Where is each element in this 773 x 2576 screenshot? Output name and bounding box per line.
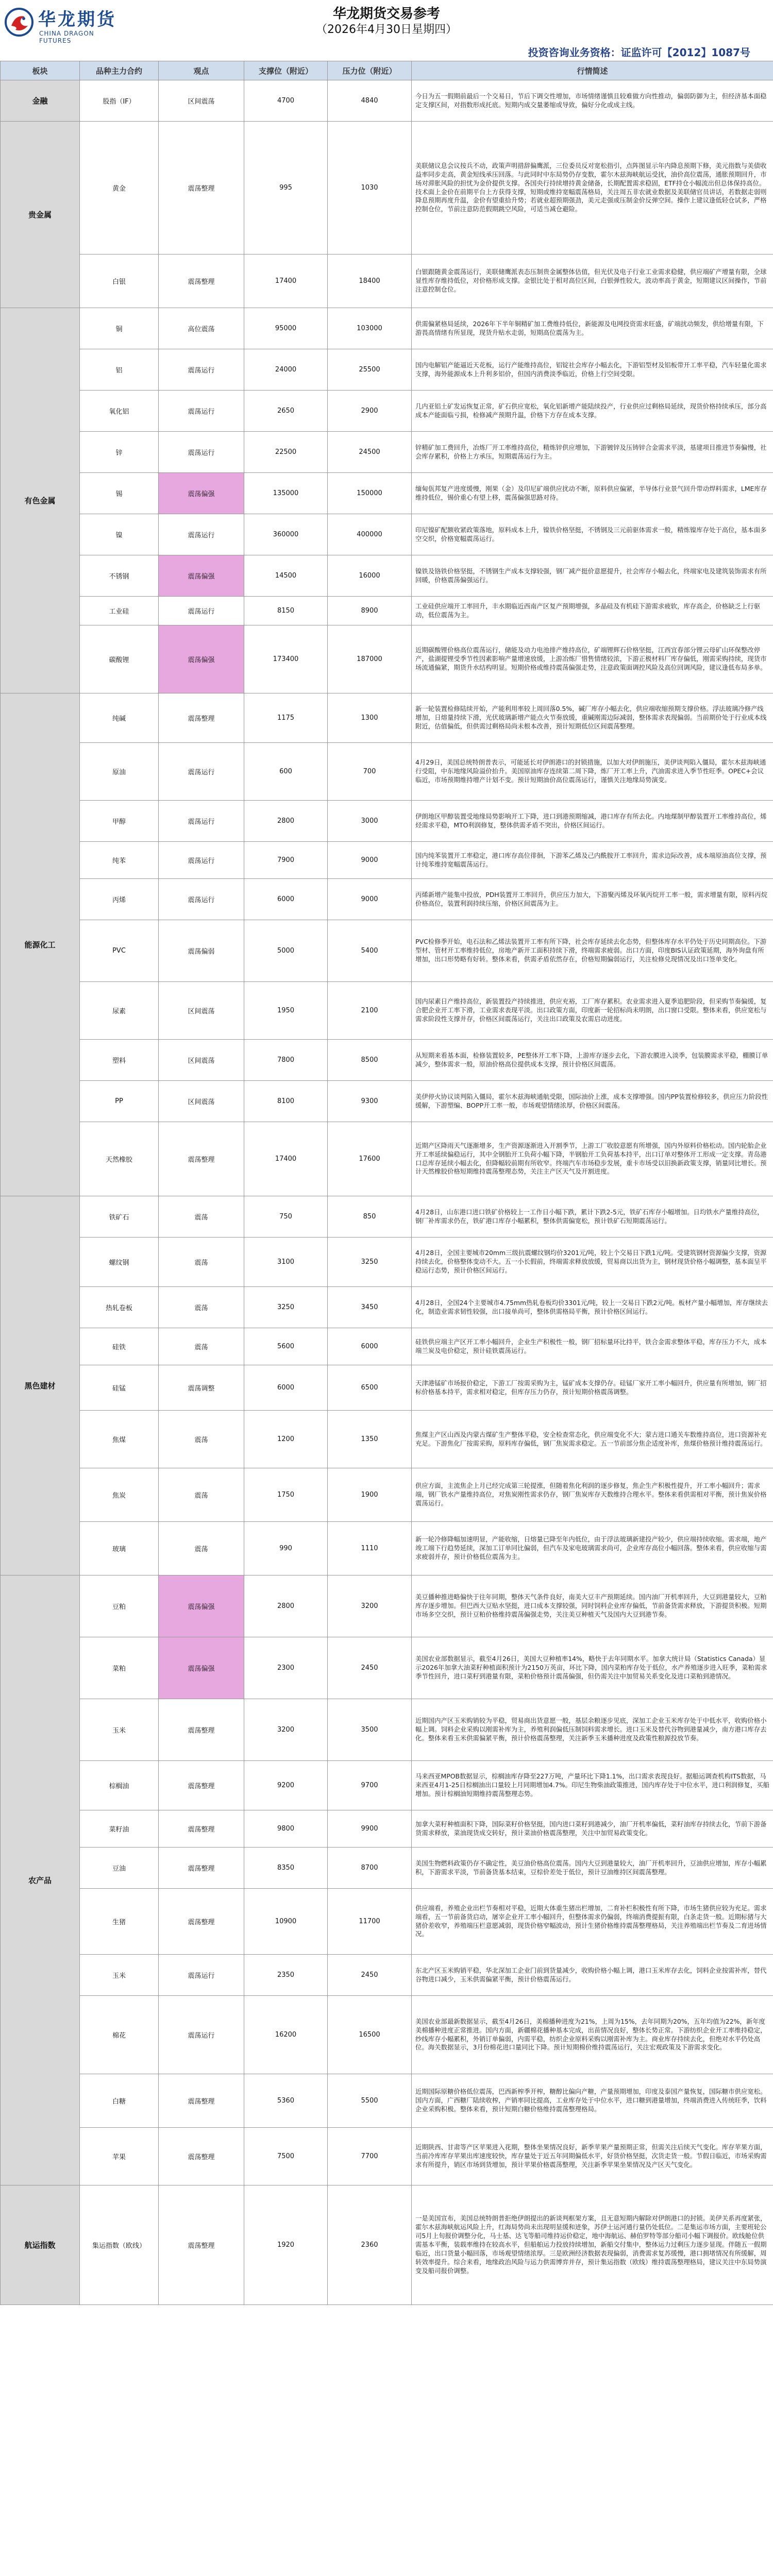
view-cell: 震荡运行: [159, 842, 244, 879]
description-cell: 马来西亚MPOB数据显示，棕榈油库存降至227万吨，产量环比下降1.1%，出口需求表现良好。据船运调查机构ITS数据，马来西亚4月1-25日棕榈油出口量较上月同期增加4.7%。印尼生物柴油政策推进，国内库存处于中位水平，进口利润修复，买船增加。预计棕榈油短期维持震荡整理态势。: [412, 1761, 773, 1810]
view-cell: 震荡运行: [159, 514, 244, 555]
support-cell: 1920: [244, 2185, 328, 2305]
description-cell: 一是美国宣布，美国总统特朗普拒绝伊朗提出的新谈判框架方案，且无意短期内解除对伊朗港口的封锁。美伊关系再度紧张，霍尔木兹海峡航运风险上升，红海局势尚未出现明显缓和迹象，苏伊士运河通行量仍处低位。二是集运市场方面，主要班轮公司5月上旬报价调整分化，马士基、达飞等船司维持运价稳定，地中海航运、赫伯罗特等部分船司小幅下调报价。欧线舱位供需基本平衡，装载率维持在较高水平，但船舶运力投放持续增加，新船交付集中，整体运力过剩压力逐步显现。伴随五一假期临近，出口货量小幅回落，市场观望情绪浓厚。三是欧洲经济数据表现偏弱，消费需求复苏缓慢，港口拥堵情况有所缓解，周转效率提升。综合来看，地缘政治风险与运力供需博弈并存，预计集运指数（欧线）维持震荡整理格局，建议关注中东局势演变及船司报价调整。: [412, 2185, 773, 2305]
description-cell: 焦煤主产区山西及内蒙古煤矿生产整体平稳，安全检查常态化，供应端变化不大；蒙古进口通关车数维持高位，进口资源补充充足。下游焦化厂按需采购，原料库存偏低，钢厂焦炭需求稳定。五一节前部分焦企适度补库，焦煤价格预计维持震荡运行。: [412, 1411, 773, 1468]
resistance-cell: 150000: [328, 473, 412, 514]
resistance-cell: 1350: [328, 1411, 412, 1468]
description-cell: PVC检修季开始，电石法和乙烯法装置开工率有所下降，社会库存延续去化态势，但整体库存水平仍处于历史同期高位。下游型材、管材开工率维持低位，房地产新开工面积持续下滑，终端需求疲弱。出口方面，印度BIS认证政策延期，海外询盘有所增加，出口形势略有好转。整体来看，供需矛盾依然存在，价格短期偏弱运行，关注检修兑现情况及出口签单变化。: [412, 920, 773, 982]
logo-english-name: CHINA DRAGON FUTURES: [39, 30, 94, 44]
table-row: [1, 879, 773, 920]
support-cell: 3200: [244, 1699, 328, 1761]
resistance-cell: 25500: [328, 349, 412, 391]
report-header: [0, 0, 773, 61]
view-cell: 区间震荡: [159, 982, 244, 1040]
product-cell: 铁矿石: [80, 1196, 159, 1238]
report-date: （2026年4月30日星期四）: [316, 23, 457, 36]
description-cell: 供需偏紧格局延续，2026年下半年铜精矿加工费维持低位，新能源及电网投资需求旺盛，矿端扰动频发，供给增量有限，下游畏高情绪有所显现，现货升贴水走弱，短期高位震荡为主。: [412, 308, 773, 349]
product-cell: 天然橡胶: [80, 1122, 159, 1196]
support-cell: 173400: [244, 625, 328, 693]
view-cell: 震荡整理: [159, 255, 244, 308]
table-row: [1, 1810, 773, 1848]
col-header-description: 行情简述: [412, 61, 773, 80]
table-row: [1, 1411, 773, 1468]
description-cell: 近期国内产区玉米购销较为平稳，贸易商出货意愿一般，基层余粮逐步见底，深加工企业玉米库存处于中低水平，收购价格小幅上调。饲料企业采购以刚需补库为主，养殖利润偏低压制饲料需求增长。进口玉米及替代谷物到港量减少，南方港口库存去化。整体来看玉米供需偏紧平衡，预计价格震荡整理，关注新季玉米播种进度及政策性粮源投放节奏。: [412, 1699, 773, 1761]
product-cell: 集运指数（欧线）: [80, 2185, 159, 2305]
table-row: [1, 693, 773, 743]
description-cell: 丙烯新增产能集中投放，PDH装置开工率回升，供应压力加大，下游聚丙烯及环氧丙烷开工率一般，需求增量有限，原料丙烷价格高位，装置利润持续压缩，价格区间震荡为主。: [412, 879, 773, 920]
product-cell: 铝: [80, 349, 159, 391]
resistance-cell: 3500: [328, 1699, 412, 1761]
description-cell: 镍铁及铬铁价格坚挺，不锈钢生产成本支撑较强，钢厂减产挺价意愿提升，社会库存小幅去化，终端家电及建筑装饰需求有所回暖，价格震荡偏强运行。: [412, 555, 773, 597]
support-cell: 7900: [244, 842, 328, 879]
table-body: [1, 80, 773, 2305]
table-row: [1, 1238, 773, 1287]
resistance-cell: 1110: [328, 1522, 412, 1575]
view-cell: 震荡运行: [159, 349, 244, 391]
sector-cell: 贵金属: [1, 122, 80, 308]
product-cell: 铜: [80, 308, 159, 349]
table-row: [1, 1575, 773, 1637]
description-cell: 新一轮装置检修陆续开始，产能利用率较上周回落0.5%，碱厂库存小幅去化，供应端收缩预期支撑价格。浮法玻璃冷修产线增加，日熔量持续下滑，光伏玻璃新增产能点火节奏放缓，重碱刚需边际减弱，整体需求表现偏弱。当前期价处于行业成本线附近，估值偏低，但供需过剩格局尚未根本改善，预计短期低位区间震荡整理。: [412, 693, 773, 743]
table-row: [1, 2128, 773, 2185]
description-cell: 印尼镍矿配额收紧政策落地，原料成本上升，镍铁价格坚挺，不锈钢及三元前驱体需求一般，精炼镍库存处于高位，基本面多空交织，价格宽幅震荡运行。: [412, 514, 773, 555]
resistance-cell: 6000: [328, 1328, 412, 1365]
description-cell: 缅甸佤邦复产进度缓慢，刚果（金）及印尼矿端供应扰动不断，原料供应偏紧，半导体行业景气回升带动焊料需求，LME库存维持低位，锡价重心有望上移，震荡偏强思路对待。: [412, 473, 773, 514]
description-cell: 伊朗地区甲醇装置受地缘局势影响开工下降，进口到港预期缩减，港口库存有所去化。内地煤制甲醇装置开工率维持高位，烯烃需求平稳，MTO利润修复，整体供需矛盾不突出，价格区间运行。: [412, 801, 773, 842]
resistance-cell: 7700: [328, 2128, 412, 2185]
product-cell: 股指（IF）: [80, 80, 159, 122]
view-cell: 震荡: [159, 1238, 244, 1287]
resistance-cell: 2360: [328, 2185, 412, 2305]
product-cell: 锌: [80, 432, 159, 473]
table-row: [1, 122, 773, 255]
col-header-sector: 板块: [1, 61, 80, 80]
description-cell: 美伊停火协议谈判陷入僵局，霍尔木兹海峡通航受限，国际油价上涨，成本支撑增强。国内PP装置检修较多，供应压力阶段性缓解，下游塑编、BOPP开工率一般，市场观望情绪浓厚，价格区间震荡。: [412, 1081, 773, 1122]
support-cell: 14500: [244, 555, 328, 597]
col-header-support: 支撑位（附近）: [244, 61, 328, 80]
resistance-cell: 8900: [328, 597, 412, 625]
table-row: [1, 1040, 773, 1081]
table-row: [1, 308, 773, 349]
resistance-cell: 3000: [328, 801, 412, 842]
support-cell: 135000: [244, 473, 328, 514]
description-cell: 东北产区玉米购销平稳，华北深加工企业门前到货量减少，收购价格小幅上调，港口玉米库存去化，饲料企业按需补库，替代谷物进口减少，玉米供需偏紧平衡，预计价格震荡运行。: [412, 1955, 773, 1996]
view-cell: 区间震荡: [159, 80, 244, 122]
page-title: 华龙期货交易参考: [332, 6, 440, 22]
description-cell: 国内尿素日产维持高位，新装置投产持续推进，供应充裕，工厂库存累积。农业需求进入夏季追肥阶段，但采购节奏偏缓，复合肥企业开工率下滑，工业需求表现平淡。出口政策方面，印度新一轮招标尚未明朗，出口窗口受限。整体来看，供应宽松与需求阶段性支撑并存，价格区间震荡运行，关注出口政策及农需启动进度。: [412, 982, 773, 1040]
support-cell: 2350: [244, 1955, 328, 1996]
description-cell: 锌精矿加工费回升，冶炼厂开工率维持高位，精炼锌供应增加，下游镀锌及压铸锌合金需求平淡，基建项目推进节奏偏慢，社会库存累积，价格上方承压，短期震荡运行为主。: [412, 432, 773, 473]
support-cell: 4700: [244, 80, 328, 122]
support-cell: 16200: [244, 1996, 328, 2074]
view-cell: 震荡运行: [159, 597, 244, 625]
support-cell: 17400: [244, 1122, 328, 1196]
view-cell: 震荡运行: [159, 801, 244, 842]
product-cell: 硅锰: [80, 1365, 159, 1411]
support-cell: 2800: [244, 1575, 328, 1637]
table-row: [1, 1889, 773, 1955]
view-cell: 震荡调整: [159, 1365, 244, 1411]
support-cell: 8350: [244, 1848, 328, 1889]
product-cell: 生猪: [80, 1889, 159, 1955]
resistance-cell: 9000: [328, 879, 412, 920]
table-row: [1, 1848, 773, 1889]
description-cell: 加拿大菜籽种植面积下降，国际菜籽价格坚挺，国内进口菜籽到港减少，油厂开机率偏低，菜籽油库存持续去化，节前下游备货需求释放，菜油现货成交转好，预计菜油价格震荡整理，关注中加贸易政策变化。: [412, 1810, 773, 1848]
description-cell: 天津港锰矿市场报价稳定，下游工厂按需采购为主，锰矿成本支撑仍存。硅锰厂家开工率小幅回升，供应量有所增加，钢厂招标价格基本持平，需求相对稳定，但库存压力仍存，预计短期价格震荡调整。: [412, 1365, 773, 1411]
table-row: [1, 473, 773, 514]
support-cell: 5600: [244, 1328, 328, 1365]
product-cell: 白糖: [80, 2074, 159, 2128]
resistance-cell: 16000: [328, 555, 412, 597]
table-row: [1, 1081, 773, 1122]
table-row: [1, 1996, 773, 2074]
product-cell: 锡: [80, 473, 159, 514]
product-cell: 苹果: [80, 2128, 159, 2185]
product-cell: 原油: [80, 743, 159, 801]
support-cell: 17400: [244, 255, 328, 308]
resistance-cell: 9300: [328, 1081, 412, 1122]
resistance-cell: 4840: [328, 80, 412, 122]
view-cell: 震荡运行: [159, 391, 244, 432]
support-cell: 6000: [244, 879, 328, 920]
resistance-cell: 9000: [328, 842, 412, 879]
view-cell: 区间震荡: [159, 1081, 244, 1122]
support-cell: 8150: [244, 597, 328, 625]
table-row: [1, 801, 773, 842]
view-cell: 震荡整理: [159, 1699, 244, 1761]
description-cell: 近期产区降雨天气逐渐增多，生产资源逐渐进入开割季节，上游工厂收胶意愿有所增强，国内外原料价格松动。国内轮胎企业开工率延续偏稳运行，其中全钢胎开工负荷小幅下降，半钢胎开工负荷基本持平，出口订单对整体开工形成一定支撑。青岛港口总库存延续小幅去化，但降幅较前期有所收窄。终端汽车市场稳步发展，重卡市场受以旧换新政策支撑，销量同比增长。预计天然橡胶价格短期维持震荡整理态势，关注主产区天气及开割进度。: [412, 1122, 773, 1196]
description-cell: 4月28日，全国主要城市20mm三级抗震螺纹钢均价3201元/吨，较上个交易日下跌1元/吨。受建筑钢材资源偏少支撑，资源持续去化，价格整体变动不大。五一小长假前，终端需求释放放缓，贸易商以出货为主，钢材现货价格小幅调整，基本面呈平稳运行态势，预计价格区间运行。: [412, 1238, 773, 1287]
description-cell: 美国农业部数据显示，截至4月26日，美国大豆种植率14%，略快于去年同期水平。加拿大统计局（Statistics Canada）显示2026年加拿大油菜籽种植面积预计为2150万英亩，环比下降，国内菜粕库存处于低位，水产养殖逐步进入旺季，菜粕需求季节性回升，进口菜籽到港量有限，菜粕价格预计震荡偏强，但仍需关注中加贸易关系变化及进口菜粕到港情况。: [412, 1637, 773, 1699]
resistance-cell: 5500: [328, 2074, 412, 2128]
table-row: [1, 2074, 773, 2128]
view-cell: 震荡运行: [159, 1996, 244, 2074]
table-row: [1, 1365, 773, 1411]
resistance-cell: 8500: [328, 1040, 412, 1081]
view-cell: 震荡: [159, 1411, 244, 1468]
reference-table: [0, 61, 773, 2305]
view-cell: 震荡运行: [159, 743, 244, 801]
description-cell: 硅铁供应端主产区开工率小幅回升，企业生产积极性一般，钢厂招标量环比持平，铁合金需求整体平稳，库存压力不大，成本端兰炭及电价稳定，预计硅铁震荡运行。: [412, 1328, 773, 1365]
table-row: [1, 920, 773, 982]
view-cell: 震荡整理: [159, 2185, 244, 2305]
support-cell: 360000: [244, 514, 328, 555]
table-row: [1, 1287, 773, 1328]
table-row: [1, 743, 773, 801]
resistance-cell: 1300: [328, 693, 412, 743]
support-cell: 9800: [244, 1810, 328, 1848]
product-cell: 螺纹钢: [80, 1238, 159, 1287]
table-row: [1, 255, 773, 308]
description-cell: 美国生物燃料政策仍存不确定性，美豆油价格高位震荡。国内大豆到港量较大，油厂开机率回升，豆油供应增加，库存小幅累积，下游需求平淡，节前备货基本结束，豆棕价差处于低位，预计豆油维持区间震荡整理。: [412, 1848, 773, 1889]
description-cell: 近期陕西、甘肃等产区苹果进入花期，整体坐果情况良好，新季苹果产量预期正常，但需关注后续天气变化。库存苹果方面，当前冷库库存苹果出库速度较快，库存量处于近五年同期偏低水平，好货价格坚挺，次货走货一般。节假日临近，市场采购需求有所提升，销区市场到货增加，预计苹果价格震荡整理，关注新季苹果坐果情况及产区天气变化。: [412, 2128, 773, 2185]
resistance-cell: 400000: [328, 514, 412, 555]
support-cell: 990: [244, 1522, 328, 1575]
view-cell: 区间震荡: [159, 1040, 244, 1081]
resistance-cell: 2100: [328, 982, 412, 1040]
product-cell: 塑料: [80, 1040, 159, 1081]
product-cell: 焦煤: [80, 1411, 159, 1468]
product-cell: 豆油: [80, 1848, 159, 1889]
view-cell: 震荡偏强: [159, 473, 244, 514]
resistance-cell: 16500: [328, 1996, 412, 2074]
table-row: [1, 982, 773, 1040]
table-row: [1, 842, 773, 879]
table-row: [1, 391, 773, 432]
description-cell: 4月28日，山东港口进口铁矿价格较上一工作日小幅下跌，累计下跌2-5元，铁矿石库存小幅增加。日均铁水产量维持高位，钢厂补库需求仍在，铁矿港口库存小幅累积，整体供需偏宽松，预计铁矿石短期震荡运行。: [412, 1196, 773, 1238]
resistance-cell: 2900: [328, 391, 412, 432]
product-cell: 镍: [80, 514, 159, 555]
logo-chinese-name: 华龙期货: [38, 9, 116, 30]
table-row: [1, 432, 773, 473]
table-row: [1, 597, 773, 625]
description-cell: 近期碳酸锂价格高位震荡运行，储能及动力电池排产维持高位，矿端锂辉石价格坚挺，江西宜春部分锂云母矿山环保整改停产，盐湖提锂受季节性因素影响产量增速放缓，上游冶炼厂惜售情绪较浓，下游正极材料厂库存偏低，刚需采购持续，现货市场流通偏紧，期货升水结构明显。短期价格或维持震荡偏强走势，注意政策面调控风险及高位回调风险，建议逢低布局多单。: [412, 625, 773, 693]
support-cell: 7800: [244, 1040, 328, 1081]
view-cell: 震荡运行: [159, 432, 244, 473]
table-row: [1, 1699, 773, 1761]
product-cell: 纯碱: [80, 693, 159, 743]
product-cell: 热轧卷板: [80, 1287, 159, 1328]
resistance-cell: 3250: [328, 1238, 412, 1287]
description-cell: 今日为五一假期前最后一个交易日，节后下调交性增加，市场情绪谨慎且较难做方向性推动，偏弱防御为主，但经济基本面稳定支撑区间，对指数形成托底。短期内成交量萎缩或导致，偏好分化或成主线。: [412, 80, 773, 122]
product-cell: 丙烯: [80, 879, 159, 920]
view-cell: 震荡整理: [159, 2074, 244, 2128]
view-cell: 震荡偏强: [159, 1575, 244, 1637]
sector-cell: 黑色建材: [1, 1196, 80, 1575]
product-cell: 豆粕: [80, 1575, 159, 1637]
description-cell: 国内纯苯装置开工率稳定，港口库存高位徘徊，下游苯乙烯及己内酰胺开工率回升，需求边际改善，成本端原油高位支撑，预计纯苯维持宽幅震荡运行。: [412, 842, 773, 879]
support-cell: 995: [244, 122, 328, 255]
sector-cell: 农产品: [1, 1575, 80, 2185]
resistance-cell: 17600: [328, 1122, 412, 1196]
product-cell: 白银: [80, 255, 159, 308]
resistance-cell: 6500: [328, 1365, 412, 1411]
description-cell: 几内亚铝土矿发运恢复正常，矿石供应宽松，氧化铝新增产能陆续投产，行业供应过剩格局延续，现货价格持续承压，部分高成本产能面临亏损，检修减产预期升温，价格下方存在成本支撑。: [412, 391, 773, 432]
product-cell: PP: [80, 1081, 159, 1122]
support-cell: 2300: [244, 1637, 328, 1699]
product-cell: 棉花: [80, 1996, 159, 2074]
resistance-cell: 5400: [328, 920, 412, 982]
product-cell: 黄金: [80, 122, 159, 255]
description-cell: 工业硅供应端开工率回升，丰水期临近西南产区复产预期增强，多晶硅及有机硅下游需求疲软，库存高企，价格缺乏上行驱动，低位震荡为主。: [412, 597, 773, 625]
reference-table-container: [0, 61, 773, 2305]
support-cell: 1950: [244, 982, 328, 1040]
description-cell: 白银跟随黄金震荡运行，美联储鹰派表态压制贵金属整体估值，但光伏及电子行业工业需求稳健，供应端矿产增量有限，全球显性库存维持低位，对价格形成支撑。金银比处于相对高位区间，白银弹性较大，波动率高于黄金，短期建议区间操作，节前注意控制仓位。: [412, 255, 773, 308]
product-cell: 焦炭: [80, 1468, 159, 1522]
product-cell: 玉米: [80, 1955, 159, 1996]
description-cell: 美豆播种推进略偏快于往年同期，整体天气条件良好，南美大豆丰产预期延续。国内油厂开机率回升，大豆到港量较大，豆粕库存逐步增加。但巴西大豆贴水坚挺，进口成本支撑较强，同时饲料企业库存偏低，节前备货需求释放，下游提货积极。短期市场多空交织，预计豆粕价格维持震荡偏强走势，关注美豆种植天气及国内大豆到港节奏。: [412, 1575, 773, 1637]
support-cell: 9200: [244, 1761, 328, 1810]
col-header-product: 品种主力合约: [80, 61, 159, 80]
description-cell: 供应方面，主流焦企上月已经完成第三轮提涨，但随着焦化利润的逐步修复，焦企生产积极性提升，开工率小幅回升；需求端，钢厂铁水产量维持高位，对焦炭刚性需求仍存，钢厂焦炭库存天数维持合理水平。整体来看供需相对平衡，预计焦炭价格震荡运行。: [412, 1468, 773, 1522]
sector-cell: 能源化工: [1, 693, 80, 1196]
description-cell: 近期国际原糖价格低位震荡，巴西新榨季开榨，糖醇比偏向产糖，产量预期增加，印度及泰国产量恢复，国际糖市供应宽松。国内方面，广西糖厂陆续收榨，产销率同比提高，工业库存处于中位水平，进口糖到港量增加，终端消费进入传统旺季，饮料企业采购积极。整体来看，预计短期白糖价格维持震荡整理格局。: [412, 2074, 773, 2128]
product-cell: 玻璃: [80, 1522, 159, 1575]
view-cell: 震荡整理: [159, 1810, 244, 1848]
product-cell: 甲醇: [80, 801, 159, 842]
sector-cell: 航运指数: [1, 2185, 80, 2305]
resistance-cell: 700: [328, 743, 412, 801]
view-cell: 震荡: [159, 1196, 244, 1238]
table-row: [1, 514, 773, 555]
resistance-cell: 187000: [328, 625, 412, 693]
view-cell: 震荡整理: [159, 1848, 244, 1889]
view-cell: 高位震荡: [159, 308, 244, 349]
table-row: [1, 1761, 773, 1810]
description-cell: 4月28日，全国24个主要城市4.75mm热轧卷板均价3301元/吨，较上一交易日下跌2元/吨。板材产量小幅增加，库存继续去化，制造业需求韧性较强，出口接单尚可，整体供需格局平衡，预计价格区间运行。: [412, 1287, 773, 1328]
table-row: [1, 1122, 773, 1196]
view-cell: 震荡偏弱: [159, 920, 244, 982]
view-cell: 震荡运行: [159, 1955, 244, 1996]
view-cell: 震荡偏强: [159, 555, 244, 597]
resistance-cell: 2450: [328, 1637, 412, 1699]
col-header-view: 观点: [159, 61, 244, 80]
product-cell: 棕榈油: [80, 1761, 159, 1810]
view-cell: 震荡整理: [159, 1761, 244, 1810]
product-cell: 菜籽油: [80, 1810, 159, 1848]
resistance-cell: 24500: [328, 432, 412, 473]
support-cell: 2650: [244, 391, 328, 432]
resistance-cell: 18400: [328, 255, 412, 308]
product-cell: 碳酸锂: [80, 625, 159, 693]
view-cell: 震荡运行: [159, 879, 244, 920]
sector-cell: 金融: [1, 80, 80, 122]
view-cell: 震荡整理: [159, 1122, 244, 1196]
description-cell: 供应端看，养殖企业出栏节奏相对平稳，近期大体重生猪出栏增加，二育补栏积极性有所下降，市场生猪供应较为充足。需求端看，五一节前备货启动，屠宰企业开工率小幅回升，但整体需求仍偏弱，终端消费提振有限，白条走货一般。近期标猪与大猪价差收窄，养殖端压栏意愿减弱，现货价格窄幅波动，预计生猪价格维持震荡整理格局，关注养殖端出栏节奏及二育进场情况。: [412, 1889, 773, 1955]
product-cell: 玉米: [80, 1699, 159, 1761]
support-cell: 7500: [244, 2128, 328, 2185]
sector-cell: 有色金属: [1, 308, 80, 693]
resistance-cell: 850: [328, 1196, 412, 1238]
support-cell: 1200: [244, 1411, 328, 1468]
product-cell: 纯苯: [80, 842, 159, 879]
resistance-cell: 3200: [328, 1575, 412, 1637]
table-row: [1, 1196, 773, 1238]
product-cell: 尿素: [80, 982, 159, 1040]
view-cell: 震荡: [159, 1522, 244, 1575]
view-cell: 震荡整理: [159, 122, 244, 255]
view-cell: 震荡: [159, 1287, 244, 1328]
view-cell: 震荡偏强: [159, 625, 244, 693]
resistance-cell: 2450: [328, 1955, 412, 1996]
product-cell: 硅铁: [80, 1328, 159, 1365]
view-cell: 震荡: [159, 1468, 244, 1522]
support-cell: 1175: [244, 693, 328, 743]
table-row: [1, 1522, 773, 1575]
table-row: [1, 625, 773, 693]
support-cell: 10900: [244, 1889, 328, 1955]
table-row: [1, 349, 773, 391]
table-row: [1, 555, 773, 597]
product-cell: 不锈钢: [80, 555, 159, 597]
resistance-cell: 103000: [328, 308, 412, 349]
resistance-cell: 9700: [328, 1761, 412, 1810]
col-header-resistance: 压力位（附近）: [328, 61, 412, 80]
support-cell: 8100: [244, 1081, 328, 1122]
product-cell: 菜粕: [80, 1637, 159, 1699]
support-cell: 1750: [244, 1468, 328, 1522]
product-cell: PVC: [80, 920, 159, 982]
support-cell: 750: [244, 1196, 328, 1238]
description-cell: 新一轮冷修降幅加速明显，产能收缩，日熔量已降至年内低位，由于浮法玻璃新建投产较少，供应端持续收缩。需求端，地产竣工端下行趋势延续，深加工订单同比偏弱，但汽车及家电玻璃需求尚可，企业库存高位小幅回落。整体来看，供应收缩与需求疲弱并存，预计价格低位震荡为主。: [412, 1522, 773, 1575]
description-cell: 国内电解铝产能逼近天花板，运行产能维持高位，铝锭社会库存小幅去化，下游铝型材及铝板带开工率平稳，汽车轻量化需求支撑，海外能源成本上升利多铝价，但国内消费淡季临近，价格上行空间受限。: [412, 349, 773, 391]
table-row: [1, 2185, 773, 2305]
support-cell: 5000: [244, 920, 328, 982]
resistance-cell: 8700: [328, 1848, 412, 1889]
view-cell: 震荡整理: [159, 1889, 244, 1955]
resistance-cell: 3450: [328, 1287, 412, 1328]
view-cell: 震荡整理: [159, 693, 244, 743]
description-cell: 从短期来看基本面，检修装置较多，PE整体开工率下降，上游库存逐步去化，下游农膜进入淡季，包装膜需求平稳，棚膜订单减少，整体需求一般，原油价格高位提供成本支撑，预计价格区间震荡。: [412, 1040, 773, 1081]
table-row: [1, 1637, 773, 1699]
support-cell: 95000: [244, 308, 328, 349]
product-cell: 氧化铝: [80, 391, 159, 432]
support-cell: 3250: [244, 1287, 328, 1328]
support-cell: 2800: [244, 801, 328, 842]
license-info: 投资咨询业务资格：证监许可【2012】1087号: [528, 46, 750, 59]
support-cell: 3100: [244, 1238, 328, 1287]
view-cell: 震荡偏强: [159, 1637, 244, 1699]
product-cell: 工业硅: [80, 597, 159, 625]
support-cell: 24000: [244, 349, 328, 391]
support-cell: 600: [244, 743, 328, 801]
table-row: [1, 1468, 773, 1522]
description-cell: 美联储议息会议按兵不动，政策声明措辞偏鹰派，三位委员反对宽松指引，点阵图显示年内降息预期下修，美元指数与美债收益率同步走高，黄金短线承压回落。与此同时中东局势仍存变数，霍尔木兹海峡航运受扰，油价高位震荡，通胀预期回升，市场对滞胀风险的担忧为金价提供支撑。各国央行持续增持黄金储备，长期配置需求稳固，ETF持仓小幅流出但总体保持高位。技术面上金价在前期平台上方获得支撑，短期或维持宽幅震荡格局，关注周五非农就业数据及美联储官员讲话，若数据走弱则降息预期再度升温，金价有望重拾升势；若就业超预期强劲，美元走强或压制金价反弹空间。操作上建议逢低轻仓试多，严格控制仓位，节前注意防范假期跳空风险，可适当减仓避险。: [412, 122, 773, 255]
support-cell: 6000: [244, 1365, 328, 1411]
table-header-row: [1, 61, 773, 80]
table-row: [1, 1328, 773, 1365]
description-cell: 4月29日，美国总统特朗普表示，可能延长对伊朗港口的封锁措施，以加大对伊朗施压，美伊谈判陷入僵局，霍尔木兹海峡通行受阻，中东地缘风险溢价抬升。美国原油库存连续第二周下降，炼厂开工率上升，汽油需求进入季节性旺季。OPEC+会议临近，市场预期维持增产计划不变。预计短期油价高位震荡运行，谨慎关注地缘局势演变。: [412, 743, 773, 801]
resistance-cell: 9900: [328, 1810, 412, 1848]
resistance-cell: 1030: [328, 122, 412, 255]
resistance-cell: 1900: [328, 1468, 412, 1522]
resistance-cell: 11700: [328, 1889, 412, 1955]
view-cell: 震荡: [159, 1328, 244, 1365]
view-cell: 震荡整理: [159, 2128, 244, 2185]
support-cell: 22500: [244, 432, 328, 473]
support-cell: 5360: [244, 2074, 328, 2128]
table-row: [1, 80, 773, 122]
description-cell: 美国农业部最新数据显示，截至4月26日，美棉播种进度为21%，上周为15%，去年同期为20%，五年均值为22%，新年度美棉播种进度正常推进。国内方面，新疆棉花播种基本完成，出苗情况良好，整体长势正常。下游纺织企业开工率维持稳定，纱线库存小幅累积，外销订单偏弱，内需平稳，纺织企业原料采购以刚需补库为主。商业库存持续去化，但绝对水平仍处高位。海关数据显示，3月份棉花进口量同比下降。预计短期棉价维持震荡运行，关注宏观政策及下游需求变化。: [412, 1996, 773, 2074]
table-row: [1, 1955, 773, 1996]
